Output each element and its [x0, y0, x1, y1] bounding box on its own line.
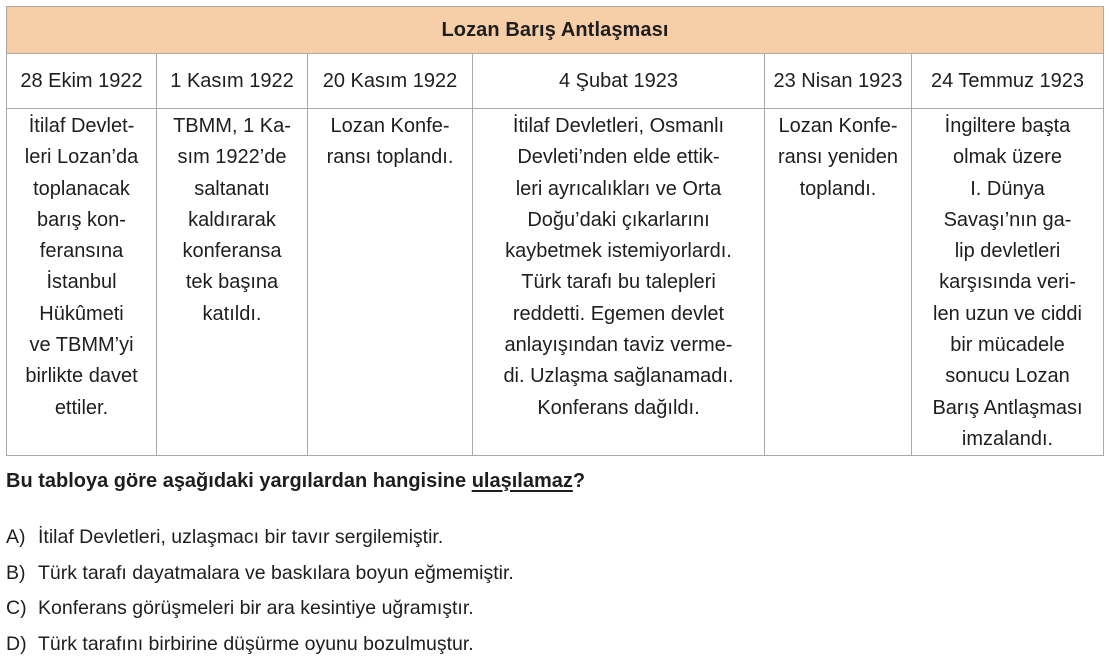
option-b-letter: B) [6, 561, 26, 584]
event-line: leri Lozan’da [24, 146, 139, 169]
date-cell-2: 1 Kasım 1922 [157, 54, 308, 109]
event-line: toplandı. [799, 177, 877, 200]
event-line: ve TBMM’yi [29, 334, 134, 357]
event-line: İngiltere başta [944, 115, 1071, 137]
event-line: karşısında veri- [939, 271, 1076, 294]
event-line: Doğu’daki çıkarlarını [527, 208, 710, 231]
date-cell-3: 20 Kasım 1922 [308, 54, 473, 109]
date-cell-6: 24 Temmuz 1923 [912, 54, 1104, 109]
option-d-letter: D) [6, 632, 27, 655]
event-line: len uzun ve ciddi [933, 302, 1082, 325]
table-title-row [7, 7, 1104, 54]
option-a-letter: A) [6, 526, 26, 548]
event-line: Savaşı’nın ga- [943, 208, 1072, 231]
option-c[interactable] [6, 593, 514, 629]
event-cell-1 [7, 109, 157, 456]
event-line: Türk tarafı bu talepleri [521, 271, 716, 294]
answer-options [6, 522, 514, 664]
event-line: katıldı. [202, 302, 262, 325]
question-suffix: ? [572, 470, 586, 492]
event-line: sım 1922’de [177, 146, 287, 169]
event-line: imzalandı. [961, 427, 1054, 450]
event-cell-6 [912, 109, 1104, 456]
table-title: Lozan Barış Antlaşması [7, 7, 1104, 54]
option-d-text: Türk tarafını birbirine düşürme oyunu bozulmuştur. [38, 632, 474, 655]
event-line: di. Uzlaşma sağlanamadı. [503, 365, 734, 388]
date-cell-1: 28 Ekim 1922 [7, 54, 157, 109]
option-b-text: Türk tarafı dayatmalara ve baskılara boyun eğmemiştir. [38, 561, 514, 584]
event-line: saltanatı [194, 177, 270, 200]
event-line: Hükûmeti [39, 302, 124, 325]
event-line: İtilaf Devletleri, Osmanlı [512, 115, 725, 137]
option-c-text: Konferans görüşmeleri bir ara kesintiye uğramıştır. [38, 597, 474, 619]
event-line: Lozan Konfe- [330, 115, 450, 137]
question-prefix: Bu tabloya göre aşağıdaki yargılardan hangisine [6, 470, 472, 492]
event-line: Lozan Konfe- [778, 115, 898, 137]
option-a[interactable] [6, 522, 514, 558]
option-a-text: İtilaf Devletleri, uzlaşmacı bir tavır sergilemiştir. [38, 526, 444, 548]
event-line: reddetti. Egemen devlet [512, 302, 725, 325]
event-line: İstanbul [46, 271, 117, 294]
event-line: Devleti’nden elde ettik- [517, 146, 720, 169]
event-line: sonucu Lozan [945, 365, 1070, 388]
date-cell-4: 4 Şubat 1923 [473, 54, 765, 109]
event-line: konferansa [182, 240, 282, 263]
event-cell-5 [765, 109, 912, 456]
event-line: ettiler. [54, 396, 109, 419]
table-event-row [7, 109, 1104, 456]
event-cell-2 [157, 109, 308, 456]
event-line: lip devletleri [954, 240, 1061, 263]
event-line: kaldırarak [188, 208, 276, 231]
event-cell-4 [473, 109, 765, 456]
option-d[interactable] [6, 629, 514, 665]
event-line: Barış Antlaşması [932, 396, 1083, 419]
event-line: ransı yeniden [777, 146, 899, 169]
event-cell-3 [308, 109, 473, 456]
date-cell-5: 23 Nisan 1923 [765, 54, 912, 109]
event-line: barış kon- [37, 208, 126, 231]
option-b[interactable] [6, 558, 514, 594]
event-line: TBMM, 1 Ka- [173, 115, 291, 137]
question-text [6, 470, 585, 493]
question-underlined-word: ulaşılamaz [471, 470, 573, 492]
event-line: olmak üzere [953, 146, 1062, 169]
event-line: İtilaf Devlet- [28, 115, 135, 137]
event-line: I. Dünya [970, 177, 1045, 200]
event-line: bir mücadele [950, 334, 1065, 357]
event-line: tek başına [185, 271, 279, 294]
event-line: toplanacak [33, 177, 130, 200]
lozan-timeline-table [6, 6, 1104, 456]
event-line: ransı toplandı. [326, 146, 454, 169]
event-line: feransına [39, 240, 124, 263]
event-line: Konferans dağıldı. [537, 396, 700, 419]
event-line: leri ayrıcalıkları ve Orta [515, 177, 722, 200]
event-line: kaybetmek istemiyorlardı. [505, 240, 732, 263]
table-date-row [7, 54, 1104, 109]
option-c-letter: C) [6, 597, 27, 619]
event-line: anlayışından taviz verme- [504, 334, 733, 357]
event-line: birlikte davet [25, 365, 138, 388]
lozan-table-container [6, 6, 1103, 456]
